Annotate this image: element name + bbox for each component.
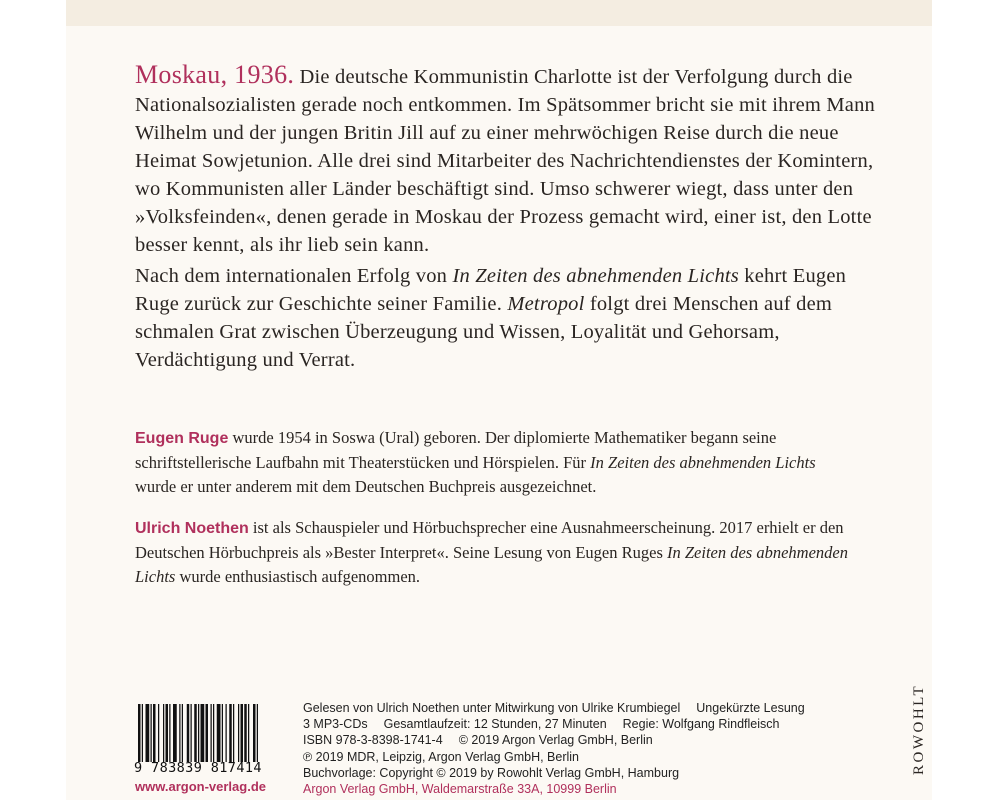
- credits-edition: Ungekürzte Lesung: [696, 701, 805, 715]
- credits-narrators: Gelesen von Ulrich Noethen unter Mitwirkung von Ulrike Krumbiegel: [303, 701, 681, 715]
- author-bio: [135, 426, 855, 499]
- blurb-text-2a: Nach dem internationalen Erfolg von: [135, 265, 453, 287]
- blurb-text-2c: folgt drei Menschen auf dem schmalen Grat zwischen Überzeugung und Wissen, Loyalität und Gehorsam, Verdächtigung und Verrat.: [135, 293, 833, 371]
- barcode-bar: [146, 704, 150, 762]
- reader-name: Ulrich Noethen: [135, 520, 249, 537]
- credits-line-4: ℗ 2019 MDR, Leipzig, Argon Verlag GmbH, Berlin: [303, 749, 580, 764]
- barcode-bar: [187, 704, 190, 762]
- author-bio-text-a: wurde 1954 in Soswa (Ural) geboren. Der diplomierte Mathematiker begann seine schriftstellerische Laufbahn mit Theaterstücken und Hörspielen. Für: [135, 428, 777, 472]
- blurb-text-2b: kehrt Eugen Ruge zurück zur Geschichte seiner Familie.: [135, 265, 847, 315]
- credits-copyright: © 2019 Argon Verlag GmbH, Berlin: [458, 733, 653, 748]
- credits-runtime: Gesamtlaufzeit: 12 Stunden, 27 Minuten: [383, 717, 607, 732]
- blurb-lead: Moskau, 1936.: [135, 60, 295, 89]
- blurb-paragraph-1: [135, 61, 895, 259]
- credits-format: 3 MP3-CDs: [303, 717, 368, 732]
- barcode-bar: [244, 704, 247, 762]
- credits-line-2: [303, 716, 893, 732]
- barcode-bar: [222, 704, 223, 762]
- reader-bio-text-b: wurde enthusiastisch aufgenommen.: [175, 567, 421, 586]
- barcode-bar: [179, 704, 180, 762]
- credits-line-5: Buchvorlage: Copyright © 2019 by Rowohlt Verlag GmbH, Hamburg: [303, 765, 680, 780]
- credits-address: Argon Verlag GmbH, Waldemarstraße 33A, 10999 Berlin: [303, 782, 617, 797]
- barcode: [138, 704, 290, 762]
- barcode-bar: [248, 704, 249, 762]
- credits-line-1: [303, 700, 893, 716]
- publisher-url: www.argon-verlag.de: [135, 779, 266, 794]
- barcode-bar: [151, 704, 152, 762]
- barcode-bar: [257, 704, 258, 762]
- barcode-bar: [191, 704, 192, 762]
- barcode-bar: [166, 704, 169, 762]
- publisher-mark: ROWOHLT: [911, 683, 927, 775]
- barcode-bar: [206, 704, 209, 762]
- barcode-bar: [226, 704, 227, 762]
- blurb-text-1: Die deutsche Kommunistin Charlotte ist der Verfolgung durch die Nationalsozialisten gerade noch entkommen. Im Spätsommer bricht sie mit ihrem Mann Wilhelm und der jungen Britin Jill auf zu einer mehrwöchigen Reise durch die neue Heimat Sowjetunion. Alle drei sind Mitarbeiter des Nachrichtendienstes der Komintern, wo Kommunisten aller Länder beschäftigt sind. Umso schwerer wiegt, dass unter den »Volksfeinden«, denen gerade in Moskau der Prozess gemacht wird, einer ist, den Lotte besser kennt, als ihr lieb sein kann.: [135, 66, 875, 256]
- barcode-bar: [169, 704, 170, 762]
- barcode-bar: [194, 704, 197, 762]
- reader-bio-text-a: ist als Schauspieler und Hörbuchsprecher eine Ausnahmeerscheinung. 2017 erhielt er den Deutschen Hörbuchpreis als »Bester Interpret«. Seine Lesung von Eugen Ruges: [135, 518, 844, 562]
- blurb-paragraph-2: [135, 262, 895, 374]
- author-bio-text-b: wurde er unter anderem mit dem Deutschen Buchpreis ausgezeichnet.: [135, 477, 597, 496]
- book-title: Metropol: [507, 293, 585, 315]
- barcode-bar: [233, 704, 234, 762]
- barcode-bar: [253, 704, 256, 762]
- barcode-bar: [173, 704, 177, 762]
- barcode-bar: [163, 704, 164, 762]
- barcode-bar: [153, 704, 156, 762]
- barcode-bar: [241, 704, 244, 762]
- barcode-bar: [201, 704, 205, 762]
- barcode-bar: [158, 704, 159, 762]
- author-name: Eugen Ruge: [135, 430, 229, 447]
- barcode-bar: [142, 704, 143, 762]
- credits-isbn: ISBN 978-3-8398-1741-4: [303, 733, 443, 748]
- reader-bio: [135, 516, 855, 589]
- reader-bio-title: In Zeiten des abnehmenden Lichts: [135, 543, 848, 586]
- top-strip: [66, 0, 932, 26]
- barcode-bar: [229, 704, 232, 762]
- barcode-bar: [138, 704, 141, 762]
- credits-line-3: [303, 732, 893, 748]
- book-title-reference: In Zeiten des abnehmenden Lichts: [452, 265, 739, 287]
- barcode-bar: [213, 704, 214, 762]
- barcode-bar: [217, 704, 221, 762]
- barcode-bar: [211, 704, 212, 762]
- credits-director: Regie: Wolfgang Rindfleisch: [622, 717, 780, 732]
- barcode-bar: [238, 704, 239, 762]
- barcode-digits: 9 783839 817414: [134, 760, 262, 776]
- author-bio-title: In Zeiten des abnehmenden Lichts: [590, 453, 816, 472]
- barcode-bar: [198, 704, 199, 762]
- barcode-bar: [182, 704, 183, 762]
- credits-block: [303, 700, 893, 797]
